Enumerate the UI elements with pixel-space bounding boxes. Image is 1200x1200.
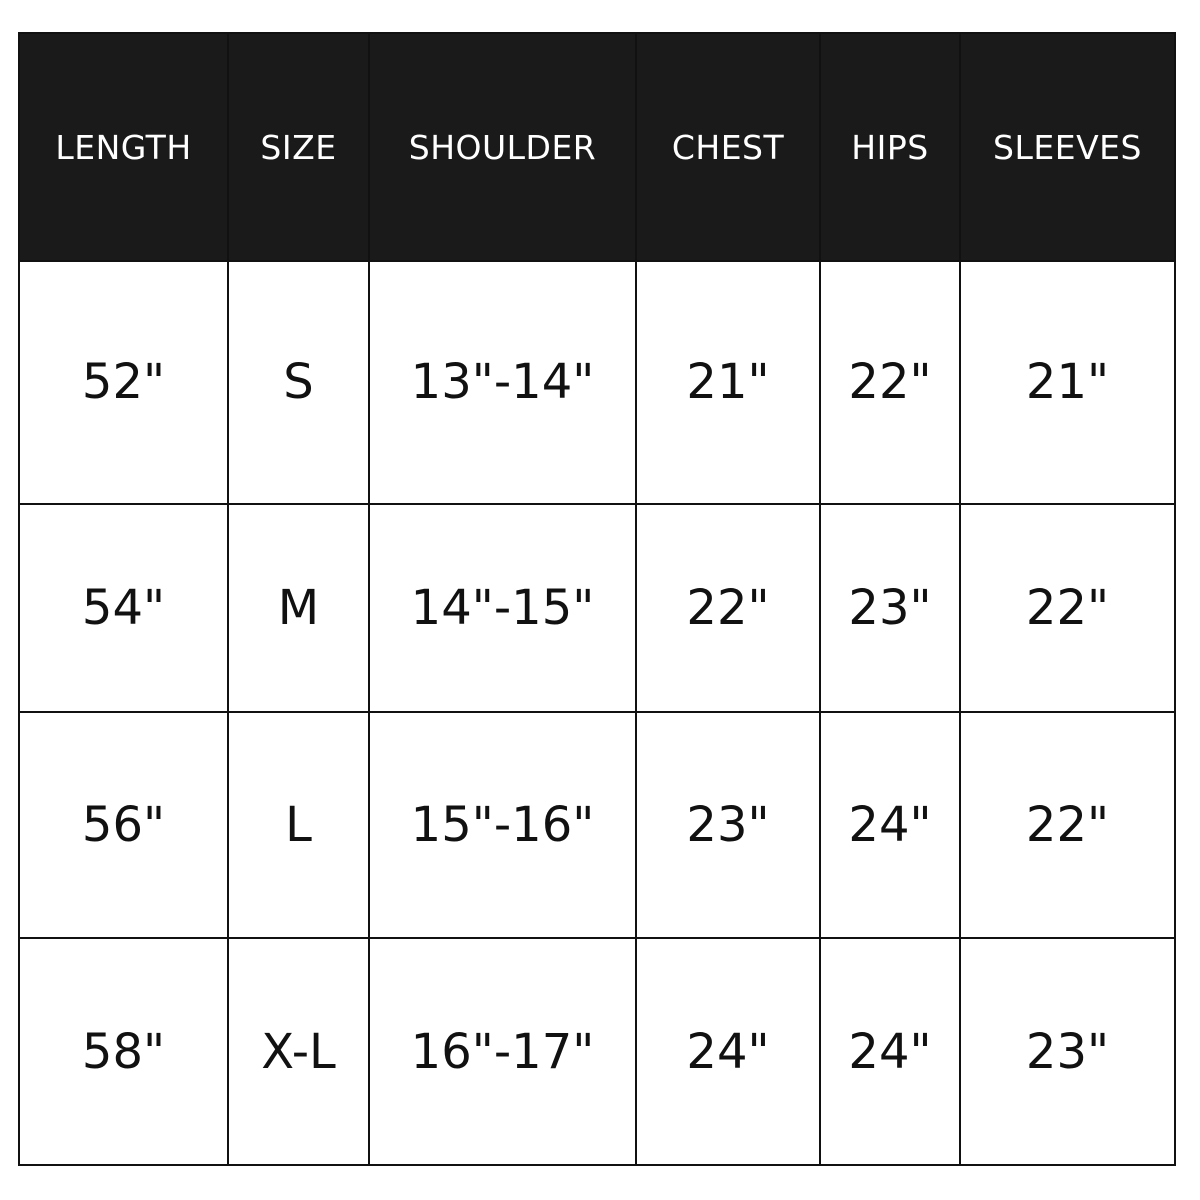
cell-shoulder: 15"-16" xyxy=(369,712,636,939)
size-chart-table xyxy=(18,32,1176,1166)
table-row xyxy=(19,261,1175,504)
cell-size: S xyxy=(228,261,369,504)
cell-shoulder: 14"-15" xyxy=(369,504,636,712)
cell-sleeves: 22" xyxy=(960,504,1175,712)
header-sleeves: SLEEVES xyxy=(960,33,1175,261)
cell-size: L xyxy=(228,712,369,939)
cell-sleeves: 21" xyxy=(960,261,1175,504)
cell-shoulder: 13"-14" xyxy=(369,261,636,504)
cell-length: 58" xyxy=(19,938,228,1165)
cell-hips: 24" xyxy=(820,712,960,939)
table-row xyxy=(19,504,1175,712)
table-header xyxy=(19,33,1175,261)
cell-length: 52" xyxy=(19,261,228,504)
cell-hips: 24" xyxy=(820,938,960,1165)
cell-size: M xyxy=(228,504,369,712)
header-length: LENGTH xyxy=(19,33,228,261)
table-row xyxy=(19,712,1175,939)
header-hips: HIPS xyxy=(820,33,960,261)
cell-sleeves: 22" xyxy=(960,712,1175,939)
header-chest: CHEST xyxy=(636,33,820,261)
header-size: SIZE xyxy=(228,33,369,261)
table-body xyxy=(19,261,1175,1165)
header-shoulder: SHOULDER xyxy=(369,33,636,261)
cell-sleeves: 23" xyxy=(960,938,1175,1165)
cell-chest: 23" xyxy=(636,712,820,939)
cell-chest: 22" xyxy=(636,504,820,712)
cell-chest: 21" xyxy=(636,261,820,504)
cell-hips: 23" xyxy=(820,504,960,712)
cell-length: 56" xyxy=(19,712,228,939)
cell-shoulder: 16"-17" xyxy=(369,938,636,1165)
header-row xyxy=(19,33,1175,261)
cell-hips: 22" xyxy=(820,261,960,504)
cell-length: 54" xyxy=(19,504,228,712)
cell-chest: 24" xyxy=(636,938,820,1165)
cell-size: X-L xyxy=(228,938,369,1165)
table-row xyxy=(19,938,1175,1165)
